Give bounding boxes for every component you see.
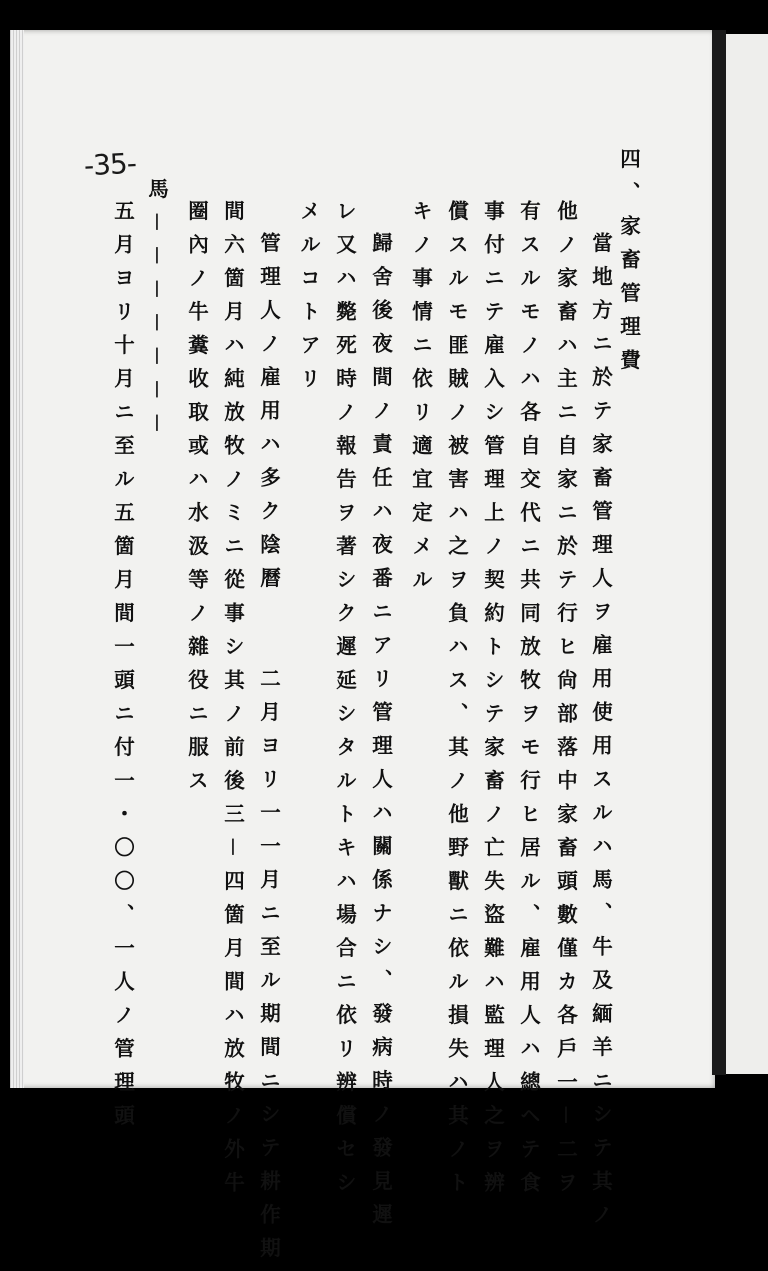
page-number: -35-	[83, 146, 137, 183]
text-column: 當地方ニ於テ家畜管理人ヲ雇用使用スルハ馬、牛及緬羊ニシテ其ノ	[588, 232, 613, 1237]
text-column: 事付ニテ雇入シ管理上ノ契約トシテ家畜ノ亡失盜難ハ監理人之ヲ辨	[480, 200, 505, 1205]
text-column: 馬－－－－－－－	[144, 178, 169, 446]
text-column: 圈內ノ牛糞收取或ハ水汲等ノ雜役ニ服ス	[184, 200, 209, 803]
text-column: レ又ハ斃死時ノ報告ヲ著シク遲延シタルトキハ場合ニ依リ辨償セシ	[332, 200, 357, 1205]
section-heading: 四、家畜管理費	[616, 148, 641, 383]
text-column: 五月ヨリ十月ニ至ル五箇月間一頭ニ付一・〇〇、一人ノ管理頭	[110, 200, 135, 1138]
facing-page-edge	[726, 34, 768, 1074]
text-column: 管理人ノ雇用ハ多ク陰曆 二月ヨリ一一月ニ至ル期間ニシテ耕作期	[256, 232, 281, 1271]
text-column: 有スルモノハ各自交代ニ共同放牧ヲモ行ヒ居ル、雇用人ハ總ヘテ食	[516, 200, 541, 1205]
text-column: メルコトアリ	[296, 200, 321, 401]
book-gutter	[712, 30, 726, 1075]
text-column: キノ事情ニ依リ適宜定メル	[408, 200, 433, 602]
text-column: 間六箇月ハ純放牧ノミニ從事シ其ノ前後三－四箇月間ハ放牧ノ外牛	[220, 200, 245, 1205]
text-column: 他ノ家畜ハ主ニ自家ニ於テ行ヒ尙部落中家畜頭數僅カ各戶一－二ヲ	[553, 200, 578, 1205]
text-column: 償スルモ匪賊ノ被害ハ之ヲ負ハス、其ノ他野獸ニ依ル損失ハ其ノト	[444, 200, 469, 1205]
text-column: 歸舍後夜間ノ責任ハ夜番ニアリ管理人ハ關係ナシ、發病時ノ發見遲	[368, 232, 393, 1237]
